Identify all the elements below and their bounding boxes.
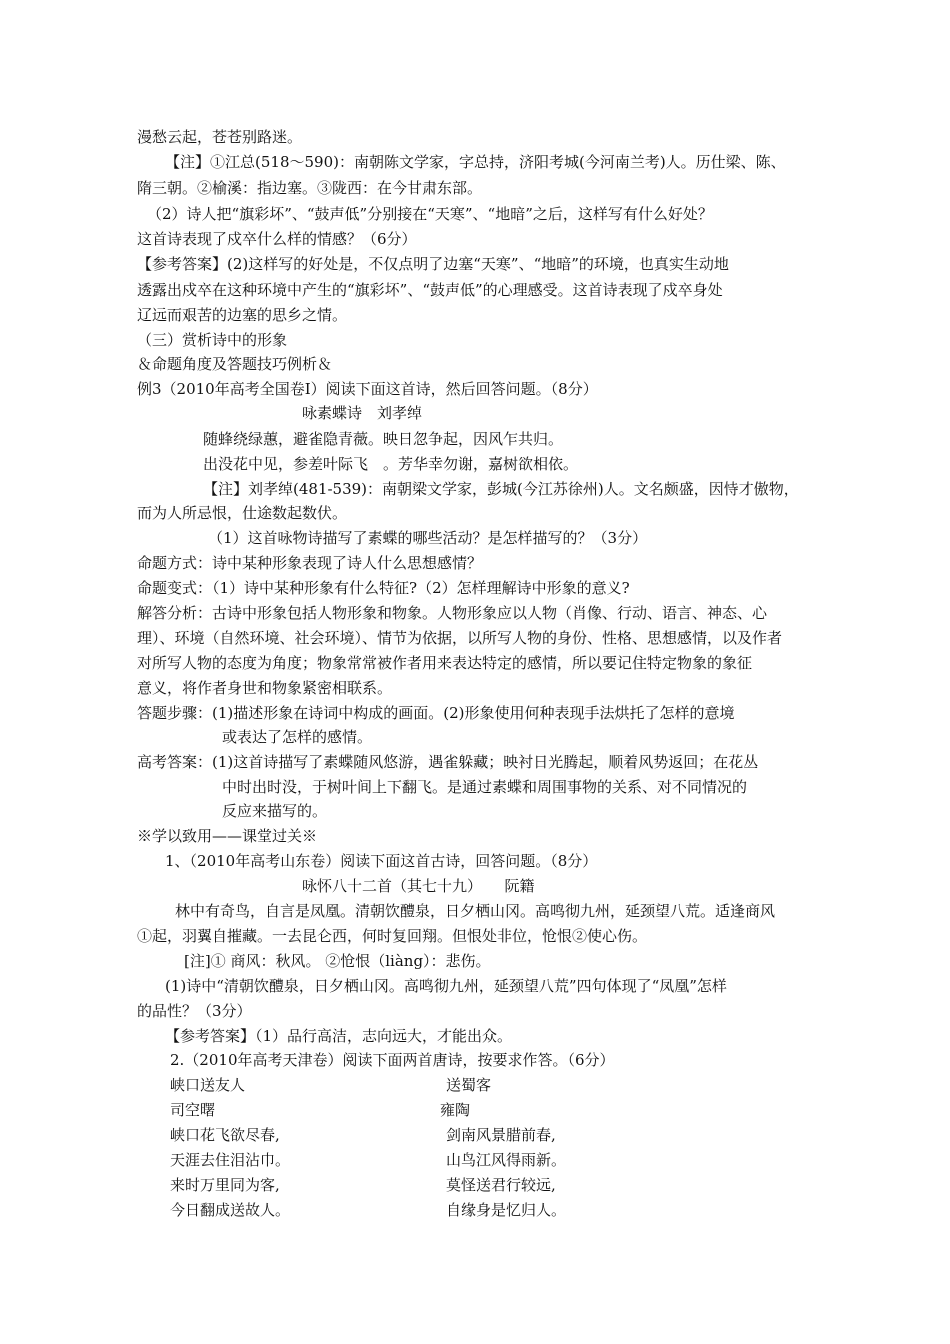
poem-right-author: 雍陶 xyxy=(440,1101,471,1119)
answer-line: 【参考答案】（1）品行高洁，志向远大，才能出众。 xyxy=(165,1027,513,1045)
poem-right-title: 送蜀客 xyxy=(446,1076,492,1094)
text-line: 理）、环境（自然环境、社会环境）、情节为依据，以所写人物的身份、性格、思想感情，以及作者 xyxy=(137,629,783,647)
poem-left-author: 司空曙 xyxy=(170,1101,216,1119)
question-heading: 2.（2010年高考天津卷）阅读下面两首唐诗，按要求作答。（6分） xyxy=(170,1051,615,1069)
section-subheading: ＆命题角度及答题技巧例析＆ xyxy=(137,355,333,373)
poem-title: 咏素蝶诗 刘孝绰 xyxy=(302,404,423,422)
section-heading: ※学以致用——课堂过关※ xyxy=(137,827,318,845)
poem-left xyxy=(170,1075,290,1225)
answer-line: 【参考答案】(2)这样写的好处是，不仅点明了边塞“天寒”、“地暗”的环境，也真实生动地 xyxy=(137,255,729,273)
text-line: 隋三朝。②榆溪：指边塞。③陇西：在今甘肃东部。 xyxy=(137,179,483,197)
question-line: （1）这首咏物诗描写了素蝶的哪些活动？是怎样描写的？（3分） xyxy=(208,529,648,547)
annotation-line: 【注】刘孝绰(481-539)：南朝梁文学家，彭城(今江苏徐州)人。文名颇盛，因恃才傲物， xyxy=(203,480,799,498)
text-line: 高考答案：(1)这首诗描写了素蝶随风悠游，遇雀躲藏；映衬日光腾起，顺着风势返回；在花丛 xyxy=(137,753,759,771)
poem-line: 林中有奇鸟，自言是凤凰。清朝饮醴泉，日夕栖山冈。高鸣彻九州，延颈望八荒。适逢商风 xyxy=(175,902,776,920)
poem-right-line: 剑南风景腊前春, xyxy=(446,1126,556,1144)
question-line: 这首诗表现了戍卒什么样的情感？（6分） xyxy=(137,230,417,248)
poem-right-line: 山鸟江风得雨新。 xyxy=(446,1151,567,1169)
poem-line: ①起，羽翼自摧藏。一去昆仑西，何时复回翔。但恨处非位，怆恨②使心伤。 xyxy=(137,927,648,945)
text-line: 反应来描写的。 xyxy=(222,802,328,820)
annotation-line: [注]① 商风：秋风。 ②怆恨（liàng）：悲伤。 xyxy=(184,952,491,970)
text-line: 对所写人物的态度为角度；物象常常被作者用来表达特定的感情，所以要记住特定物象的象征 xyxy=(137,654,753,672)
poem-left-line: 今日翻成送故人。 xyxy=(170,1201,291,1219)
poem-right xyxy=(440,1075,566,1225)
poem-left-title: 峡口送友人 xyxy=(170,1076,246,1094)
text-line: 解答分析：古诗中形象包括人物形象和物象。人物形象应以人物（肖像、行动、语言、神态、心 xyxy=(137,604,768,622)
question-line: （2）诗人把“旗彩坏”、“鼓声低”分别接在“天寒”、“地暗”之后，这样写有什么好处？ xyxy=(147,205,713,223)
poem-left-line: 天涯去住泪沾巾。 xyxy=(170,1151,291,1169)
question-line: (1)诗中“清朝饮醴泉，日夕栖山冈。高鸣彻九州，延颈望八荒”四句体现了“凤凰”怎样 xyxy=(165,977,727,995)
text-line: 或表达了怎样的感情。 xyxy=(222,728,373,746)
annotation-line: 【注】①江总(518～590)：南朝陈文学家，字总持，济阳考城(今河南兰考)人。历仕梁、陈、 xyxy=(165,153,786,171)
question-line: 的品性？（3分） xyxy=(137,1002,252,1020)
poem-right-line: 自缘身是忆归人。 xyxy=(446,1201,567,1219)
poem-line: 随蜂绕绿蕙，避雀隐青薇。映日忽争起，因风乍共归。 xyxy=(203,430,564,448)
question-heading: 1、（2010年高考山东卷）阅读下面这首古诗，回答问题。（8分） xyxy=(165,852,598,870)
annotation-line: 而为人所忌恨，仕途数起数伏。 xyxy=(137,504,348,522)
text-line: 命题方式：诗中某种形象表现了诗人什么思想感情？ xyxy=(137,554,483,572)
poem-line: 出没花中见，参差叶际飞 。芳华幸勿谢，嘉树欲相依。 xyxy=(203,455,579,473)
text-line: 中时出时没，于树叶间上下翻飞。是通过素蝶和周围事物的关系、对不同情况的 xyxy=(222,778,748,796)
answer-line: 辽远而艰苦的边塞的思乡之情。 xyxy=(137,306,348,324)
text-line: 意义，将作者身世和物象紧密相联系。 xyxy=(137,679,393,697)
poem-left-line: 峡口花飞欲尽春, xyxy=(170,1126,280,1144)
text-line: 命题变式：（1）诗中某种形象有什么特征?（2）怎样理解诗中形象的意义? xyxy=(137,579,630,597)
poem-title: 咏怀八十二首（其七十九） 阮籍 xyxy=(302,877,535,895)
text-line: 漫愁云起，苍苍别路迷。 xyxy=(137,128,303,146)
answer-line: 透露出戍卒在这种环境中产生的“旗彩坏”、“鼓声低”的心理感受。这首诗表现了戍卒身处 xyxy=(137,281,723,299)
example-heading: 例3（2010年高考全国卷Ⅰ）阅读下面这首诗，然后回答问题。（8分） xyxy=(137,380,598,398)
poem-right-line: 莫怪送君行较远, xyxy=(446,1176,556,1194)
text-line: 答题步骤：(1)描述形象在诗词中构成的画面。(2)形象使用何种表现手法烘托了怎样的意境 xyxy=(137,704,735,722)
poem-left-line: 来时万里同为客, xyxy=(170,1176,280,1194)
section-heading: （三）赏析诗中的形象 xyxy=(137,331,288,349)
